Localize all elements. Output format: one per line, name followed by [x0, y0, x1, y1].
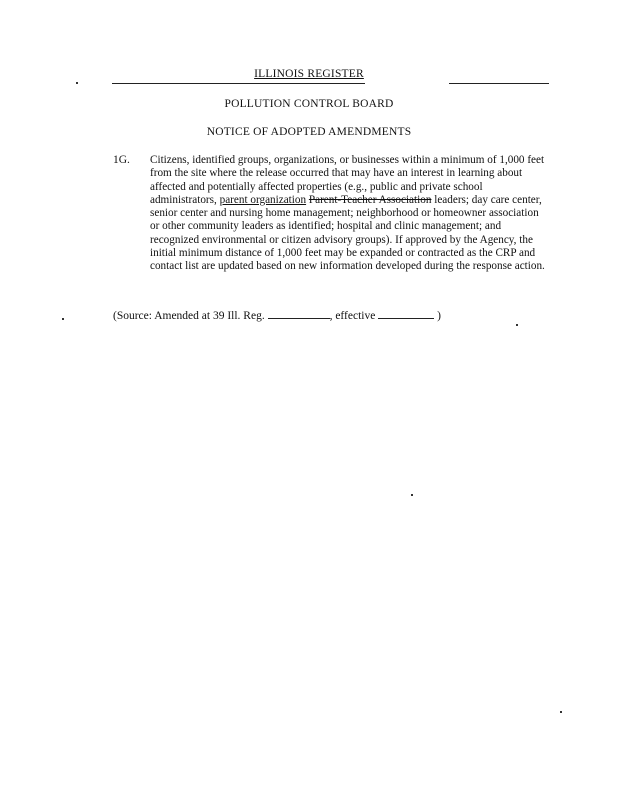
register-blank	[268, 308, 330, 319]
item-text-part1: Citizens, identified groups, organizations, or businesses within a minimum of 1,000 feet from the site where the release occurred that may have an interest in learning about affected and potentially affected properties (e.g., public and private school administrators,	[150, 154, 545, 206]
source-note	[113, 308, 441, 322]
scan-speck	[516, 324, 518, 326]
scan-speck	[411, 494, 413, 496]
header-rule-left-b	[160, 83, 365, 84]
inserted-text: parent organization	[219, 193, 307, 206]
scan-speck	[560, 711, 562, 713]
header-rule-right	[449, 83, 549, 84]
deleted-text: Parent-Teacher Association	[308, 193, 432, 206]
effective-blank	[378, 308, 434, 319]
scan-speck	[76, 82, 78, 84]
scan-speck	[62, 318, 64, 320]
notice-title: NOTICE OF ADOPTED AMENDMENTS	[206, 126, 412, 138]
item-text-part2: leaders; day care center, senior center and nursing home management; neighborhood or homeowner association or other community leaders as identified; hospital and clinic management; and recognized environmental or citizen advisory groups). If approved by the Agency, the initial minimum distance of 1,000 feet may be expanded or contracted as the CRP and contact list are updated based on new information developed during the response action.	[150, 193, 545, 273]
register-title: ILLINOIS REGISTER	[254, 68, 364, 80]
item-paragraph	[150, 154, 545, 274]
board-title: POLLUTION CONTROL BOARD	[224, 98, 394, 110]
source-prefix: (Source: Amended at 39 Ill. Reg.	[113, 310, 268, 322]
source-middle: , effective	[329, 310, 379, 322]
item-number: 1G.	[113, 154, 130, 166]
source-suffix: )	[437, 310, 441, 322]
